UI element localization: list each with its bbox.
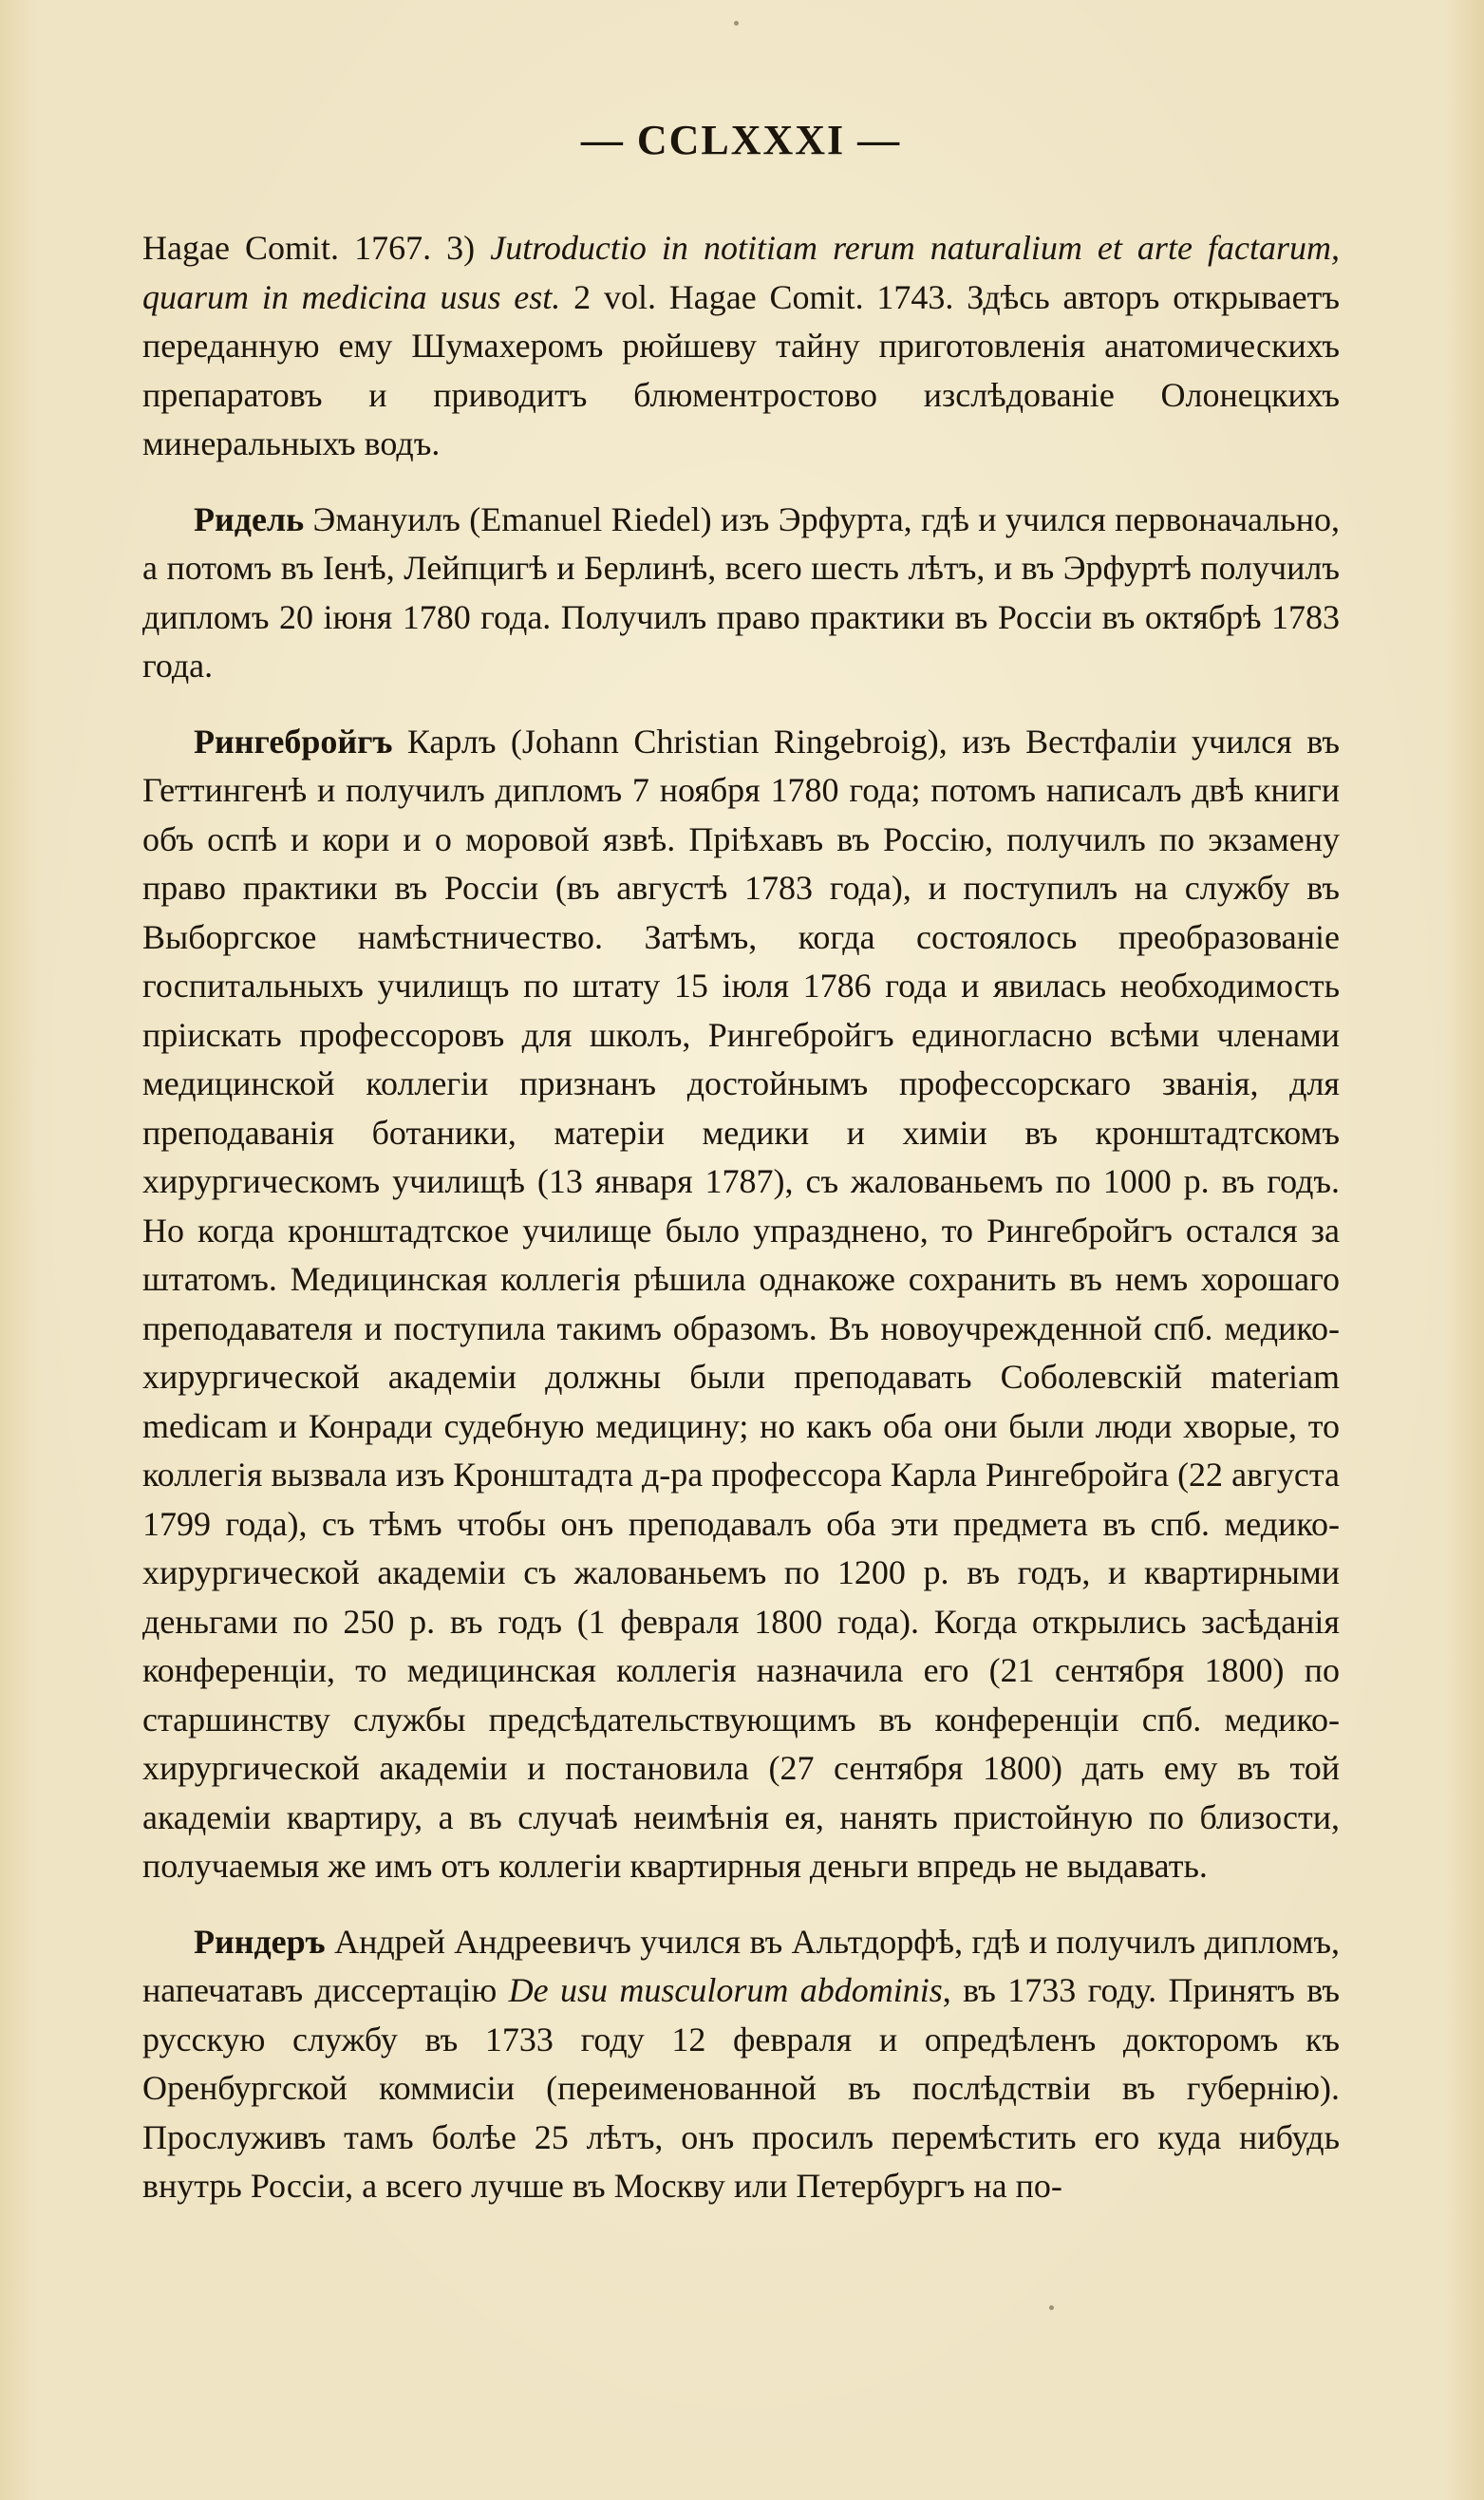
paper-speck bbox=[1049, 2305, 1054, 2310]
entry-name: Ридель bbox=[194, 499, 305, 538]
entry-text: , въ 1733 году. Принятъ въ русскую службу въ 1733 году 12 февраля и опредѣленъ докторомъ къ Оренбургской коммисіи (переименованной въ послѣдствіи въ губернію). Прослуживъ тамъ болѣе 25 лѣтъ, онъ просилъ перемѣстить его куда нибудь внутрь Россіи, а всего лучше въ Москву или Петербургъ на по- bbox=[142, 1971, 1340, 2205]
entry-text: Эмануилъ (Emanuel Riedel) изъ Эрфурта, гдѣ и учился первоначально, а потомъ въ Іенѣ, Лейпцигѣ и Берлинѣ, всего шесть лѣтъ, и въ Эрфуртѣ получилъ дипломъ 20 іюня 1780 года. Получилъ право практики въ Россіи въ октябрѣ 1783 года. bbox=[142, 499, 1340, 685]
entry-text: Андрей Андреевичъ учился въ Альтдорфѣ, гдѣ и получилъ дипломъ, напечатавъ диссертацію bbox=[142, 1922, 1340, 2009]
entry-ringebroig bbox=[142, 718, 1340, 1891]
page-number-header: — CCLXXXI — bbox=[580, 117, 902, 163]
entry-name: Риндеръ bbox=[194, 1922, 326, 1961]
entry-name: Рингебройгъ bbox=[194, 722, 393, 761]
italic-title: De usu musculorum abdominis bbox=[508, 1971, 943, 2009]
text-span: Hagae Comit. 1767. 3) bbox=[142, 229, 491, 267]
entry-rinder bbox=[142, 1918, 1340, 2211]
italic-title: Jutroductio in notitiam rerum naturalium et arte factarum, quarum in medicina usus est. bbox=[142, 229, 1340, 316]
entry-riedel bbox=[142, 496, 1340, 691]
paper-speck bbox=[734, 21, 739, 26]
text-span: 2 vol. Hagae Comit. 1743. Здѣсь авторъ открываетъ переданную ему Шумахеромъ рюйшеву тайну приготовленія анатомическихъ препаратовъ и приводитъ блюментростово изслѣдованіе Олонецкихъ минеральныхъ водъ. bbox=[142, 277, 1340, 462]
entry-text: Карлъ (Johann Christian Ringebroig), изъ Вестфаліи учился въ Геттингенѣ и получилъ дипломъ 7 ноября 1780 года; потомъ написалъ двѣ книги объ оспѣ и кори и о моровой язвѣ. Пріѣхавъ въ Россію, получилъ по экзамену право практики въ Россіи (въ августѣ 1783 года), и поступилъ на службу въ Выборгское намѣстничество. Затѣмъ, когда состоялось преобразованіе госпитальныхъ училищъ по штату 15 іюля 1786 года и явилась необходимость пріискать профессоровъ для школъ, Рингебройгъ единогласно всѣми членами медицинской коллегіи признанъ достойнымъ профессорскаго званія, для преподаванія ботаники, матеріи медики и химіи въ кронштадтскомъ хирургическомъ училищѣ (13 января 1787), съ жалованьемъ по 1000 р. въ годъ. Но когда кронштадтское училище было упразднено, то Рингебройгъ остался за штатомъ. Медицинская коллегія рѣшила однакоже сохранить въ немъ хорошаго преподавателя и поступила такимъ образомъ. Въ новоучрежденной спб. медико-хирургической академіи должны были преподавать Соболевскій materiam medicam и Конради судебную медицину; но какъ оба они были люди хворые, то коллегія вызвала изъ Кронштадта д-ра профессора Карла Рингебройга (22 августа 1799 года), съ тѣмъ чтобы онъ преподавалъ оба эти предмета въ спб. медико-хирургической академіи съ жалованьемъ по 1200 р. въ годъ, и квартирными деньгами по 250 р. въ годъ (1 февраля 1800 года). Когда открылись засѣданія конференціи, то медицинская коллегія назначила его (21 сентября 1800) по старшинству службы предсѣдательствующимъ въ конференціи спб. медико-хирургической академіи и постановила (27 сентября 1800) дать ему въ той академіи квартиру, а въ случаѣ неимѣнія ея, нанять пристойную по близости, получаемыя же имъ отъ коллегіи квартирныя деньги впредь не выдавать. bbox=[142, 722, 1340, 1885]
paragraph-continuation bbox=[142, 224, 1340, 469]
